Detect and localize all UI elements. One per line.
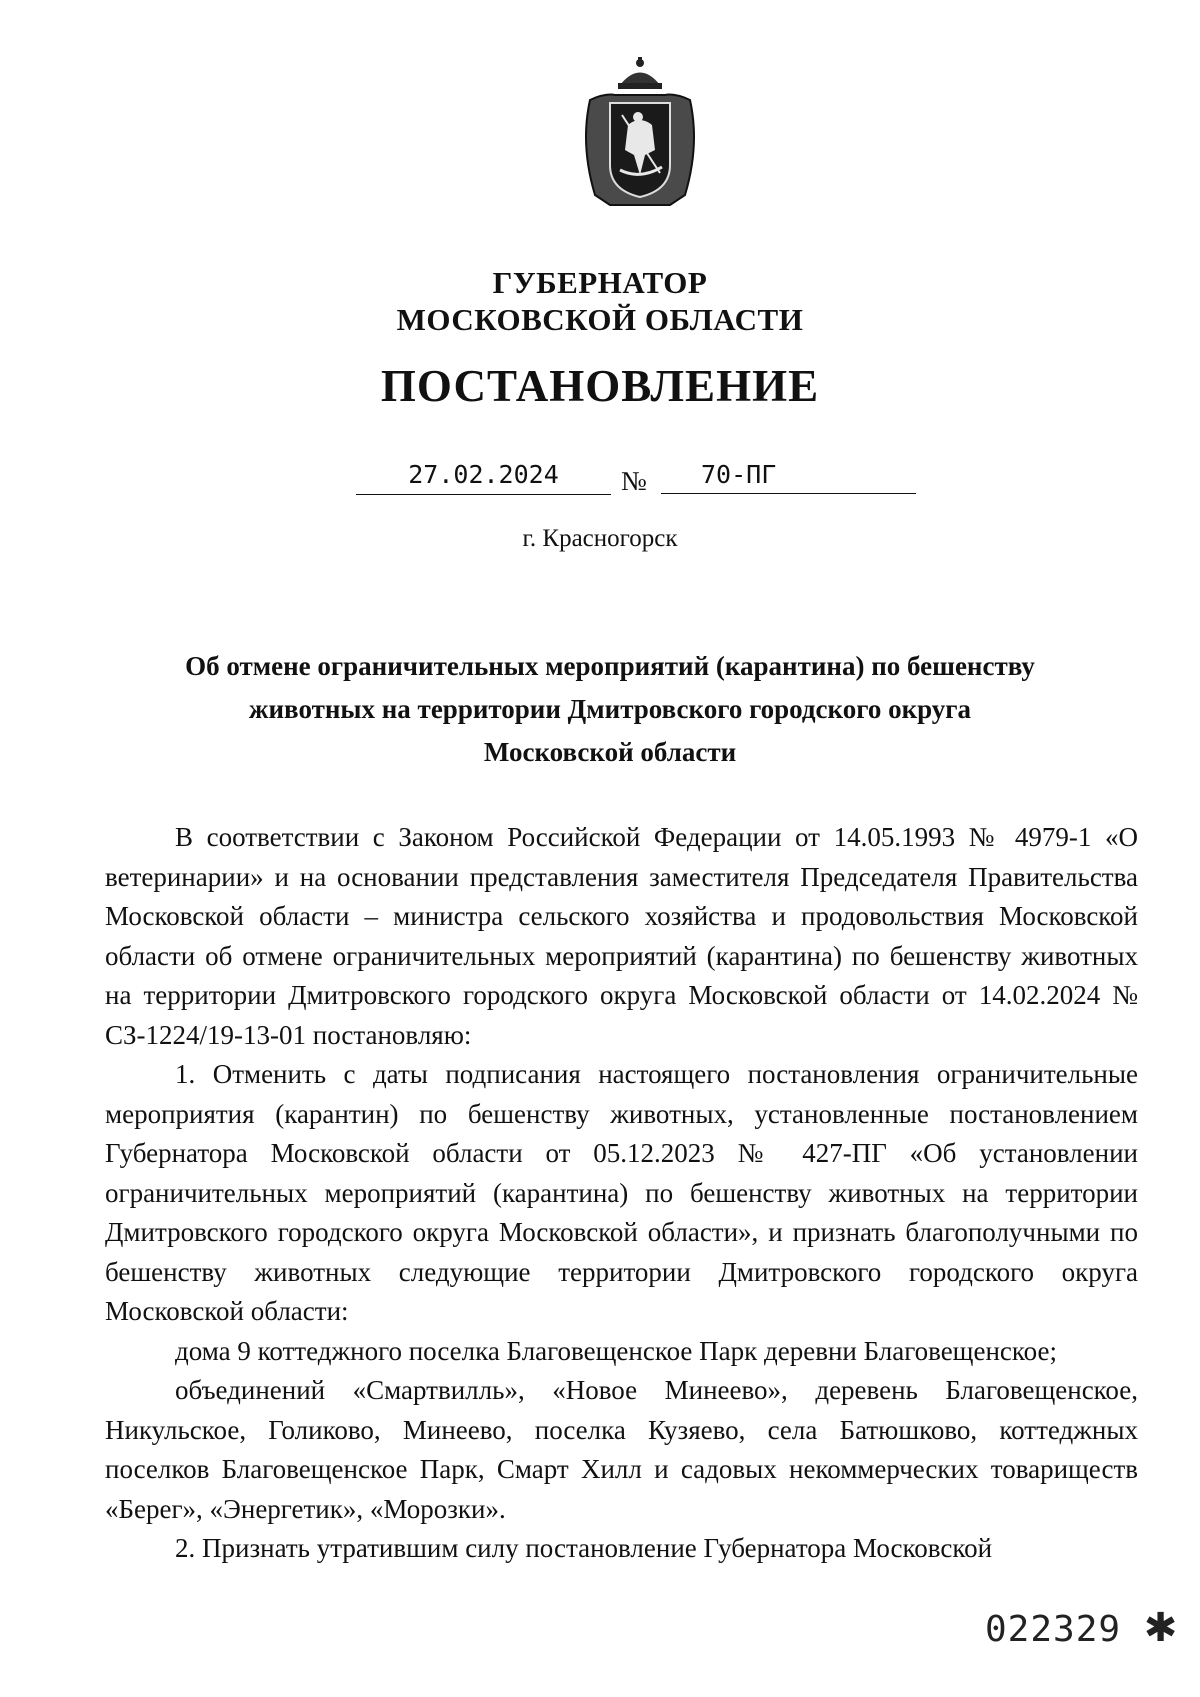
number-sign: № xyxy=(621,466,647,496)
document-title xyxy=(140,645,1080,774)
city-line: г. Красногорск xyxy=(522,525,678,552)
document-number: 70-ПГ xyxy=(661,460,916,494)
title-line-3: Московской области xyxy=(483,737,737,767)
paragraph-preamble: В соответствии с Законом Российской Федерации от 14.05.1993 № 4979-1 «О ветеринарии» и на основании представления заместителя Председателя Правительства Московской области – министра сельского хозяйства и продовольствия Московской области об отмене ограничительных мероприятий (карантина) по бешенству животных на территории Дмитровского городского округа Московской области от 14.02.2024 № СЗ-1224/19-13-01 постановляю: xyxy=(105,822,1138,1050)
paragraph-item-1-sub-1: дома 9 коттеджного поселка Благовещенское Парк деревни Благовещенское; xyxy=(175,1335,1057,1366)
paragraph-item-1: 1. Отменить с даты подписания настоящего постановления ограничительные мероприятия (карантин) по бешенству животных, установленные постановлением Губернатора Московской области от 05.12.2023 № 427-ПГ «Об установлении ограничительных мероприятий (карантина) по бешенству животных на территории Дмитровского городского округа Московской области», и признать благополучными по бешенству животных следующие территории Дмитровского городского округа Московской области: xyxy=(105,1059,1138,1326)
document-type: ПОСТАНОВЛЕНИЕ xyxy=(380,361,820,411)
issuer-line-2: МОСКОВСКОЙ ОБЛАСТИ xyxy=(396,302,804,337)
asterisk-mark: ✱ xyxy=(1143,1605,1179,1651)
title-line-2: животных на территории Дмитровского городского округа xyxy=(248,694,972,724)
serial-number: 022329 xyxy=(985,1609,1122,1650)
issuer-line-1: ГУБЕРНАТОР xyxy=(492,265,708,300)
document-body xyxy=(105,818,1138,1569)
paragraph-item-2: 2. Признать утратившим силу постановление Губернатора Московской xyxy=(175,1533,993,1563)
document-date: 27.02.2024 xyxy=(356,460,611,495)
date-number-line xyxy=(356,460,916,500)
form-serial-code xyxy=(985,1605,1178,1651)
title-line-1: Об отмене ограничительных мероприятий (карантина) по бешенству xyxy=(185,651,1035,681)
paragraph-item-1-sub-2: объединений «Смартвилль», «Новое Минеево», деревень Благовещенское, Никульское, Голиково, Минеево, поселка Кузяево, села Батюшково, коттеджных поселков Благовещенское Парк, Смарт Хилл и садовых некоммерческих товариществ «Берег», «Энергетик», «Морозки». xyxy=(105,1375,1138,1524)
coat-of-arms-icon xyxy=(570,55,710,215)
